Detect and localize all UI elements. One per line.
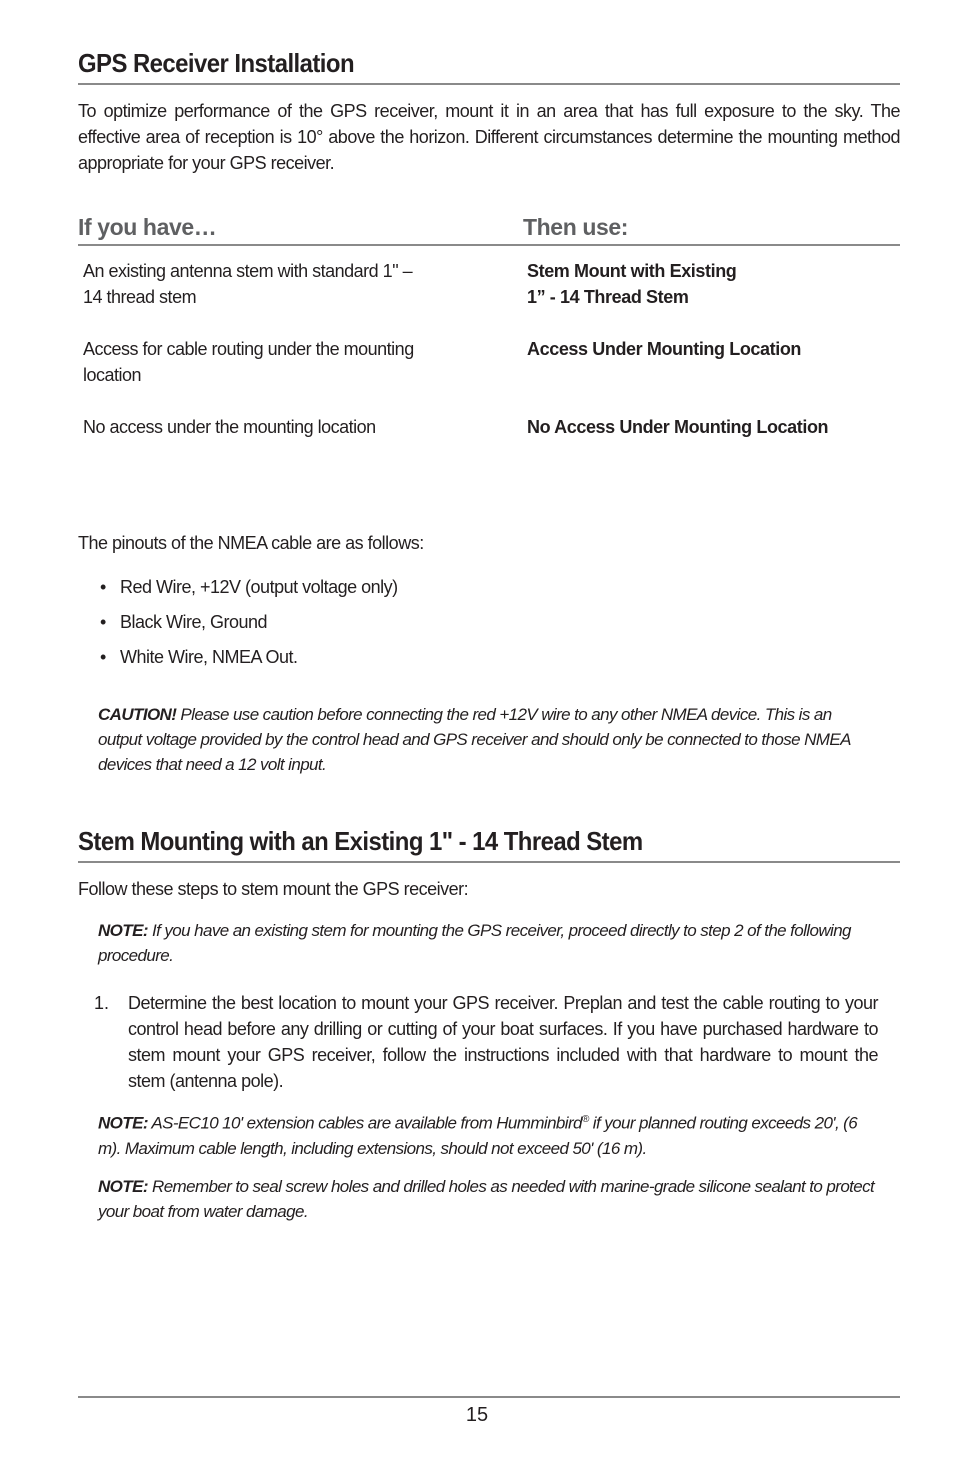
- note-text: Remember to seal screw holes and drilled holes as needed with marine-grade silicone sealant to protect your boat from water damage.: [98, 1177, 875, 1221]
- note-text: If you have an existing stem for mounting the GPS receiver, proceed directly to step 2 of the following procedure.: [98, 921, 851, 965]
- table-cell-text: Stem Mount with Existing: [527, 261, 737, 281]
- table-row-2-method: [527, 336, 897, 362]
- page-number: 15: [465, 1404, 489, 1426]
- table-row-3-method: [527, 414, 897, 440]
- section-title-gps-receiver-installation: GPS Receiver Installation: [78, 48, 900, 85]
- list-item: [98, 644, 878, 679]
- list-item-text: Red Wire, +12V (output voltage only): [120, 577, 398, 597]
- step-number: 1.: [94, 993, 110, 1013]
- list-item: [98, 609, 878, 644]
- pinouts-intro: The pinouts of the NMEA cable are as follows:: [78, 533, 424, 553]
- table-row-3-condition: [83, 414, 453, 440]
- column-header-if-you-have: If you have…: [78, 214, 217, 240]
- caution-label: CAUTION!: [98, 705, 177, 724]
- note-label: NOTE:: [98, 921, 148, 940]
- footer-divider: [78, 1396, 900, 1398]
- table-cell-text: 1” - 14 Thread Stem: [527, 287, 689, 307]
- table-cell-text: 14 thread stem: [83, 287, 197, 307]
- table-row-2-condition: [83, 336, 453, 388]
- note-label: NOTE:: [98, 1113, 148, 1133]
- table-cell-text: No access under the mounting location: [83, 417, 376, 437]
- note-text: if your planned routing exceeds 20', (6 m). Maximum cable length, including extensions, should not exceed 50' (16 m).: [98, 1113, 858, 1158]
- caution-text: Please use caution before connecting the red +12V wire to any other NMEA device. This is an output voltage provided by the control head and GPS receiver and should only be connected to those NMEA devices that need a 12 volt input.: [98, 705, 851, 774]
- list-item-text: White Wire, NMEA Out.: [120, 647, 298, 667]
- caution-note: [98, 702, 878, 777]
- note-text: AS-EC10 10' extension cables are available from Humminbird: [147, 1113, 582, 1133]
- registered-mark: ®: [581, 1114, 589, 1125]
- note-seal-holes: [98, 1174, 878, 1224]
- list-item: [98, 574, 878, 609]
- table-header: [78, 210, 900, 246]
- note-label: NOTE:: [98, 1177, 148, 1196]
- section-title-stem-mounting: Stem Mounting with an Existing 1" - 14 Thread Stem: [78, 826, 900, 863]
- bullet-icon: •: [100, 612, 106, 632]
- table-cell-text: Access for cable routing under the mounting: [83, 339, 414, 359]
- table-row-1-method: [527, 258, 897, 310]
- note-existing-stem: [98, 918, 878, 968]
- list-item-text: Black Wire, Ground: [120, 612, 268, 632]
- table-cell-text: No Access Under Mounting Location: [527, 417, 829, 437]
- bullet-icon: •: [100, 577, 106, 597]
- column-header-then-use: Then use:: [523, 214, 629, 240]
- bullet-icon: •: [100, 647, 106, 667]
- stem-mount-intro: Follow these steps to stem mount the GPS receiver:: [78, 879, 469, 899]
- note-extension-cables: [98, 1107, 878, 1161]
- pinout-list: [98, 574, 878, 679]
- table-cell-text: An existing antenna stem with standard 1" –: [83, 261, 413, 281]
- table-cell-text: location: [83, 365, 142, 385]
- table-cell-text: Access Under Mounting Location: [527, 339, 802, 359]
- step-text: Determine the best location to mount your GPS receiver. Preplan and test the cable routing to your control head before any drilling or cutting of your boat surfaces. If you have purchased hardware to stem mount your GPS receiver, follow the instructions included with that hardware to mount the stem (antenna pole).: [128, 993, 878, 1091]
- intro-paragraph: To optimize performance of the GPS receiver, mount it in an area that has full exposure to the sky. The effective area of reception is 10° above the horizon. Different circumstances determine the mounting method appropriate for your GPS receiver.: [78, 101, 900, 173]
- table-row-1-condition: [83, 258, 453, 310]
